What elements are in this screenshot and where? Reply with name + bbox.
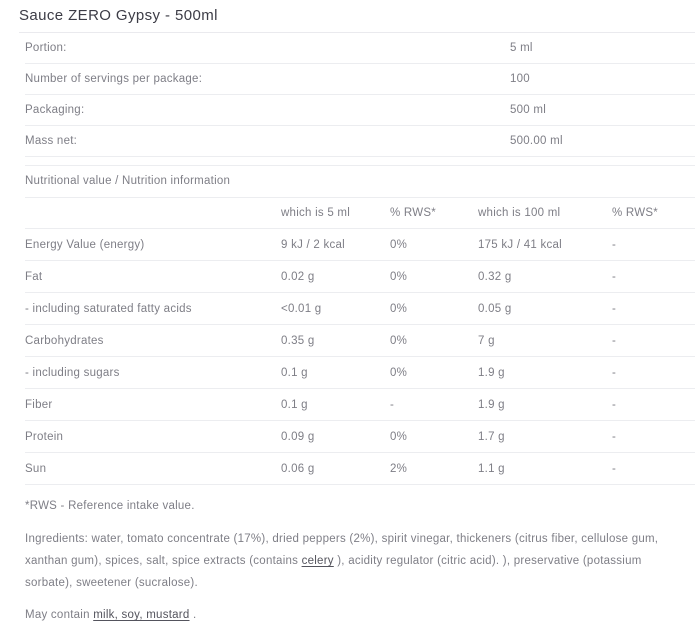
- nutrition-cell: 1.9 g: [478, 398, 505, 411]
- nutrition-row-saturated-fat: [25, 293, 695, 325]
- may-contain-text: [25, 609, 695, 621]
- nutrition-cell: 0.09 g: [281, 430, 315, 443]
- nutrition-cell-label: Sun: [25, 462, 47, 475]
- nutrition-cell: -: [612, 430, 617, 443]
- nutrition-cell: 0%: [390, 302, 408, 315]
- may-contain-allergens: milk, soy, mustard: [93, 609, 190, 621]
- nutrition-cell: 0.02 g: [281, 270, 315, 283]
- info-row-packaging: [25, 95, 695, 126]
- nutrition-cell: 0%: [390, 430, 408, 443]
- nutrition-cell-label: - including saturated fatty acids: [25, 302, 192, 315]
- nutrition-header-cell: which is 100 ml: [478, 207, 561, 219]
- nutrition-cell: 0%: [390, 334, 408, 347]
- nutrition-cell: 0.06 g: [281, 462, 315, 475]
- info-value: 500.00 ml: [510, 135, 563, 147]
- nutrition-row-sugars: [25, 357, 695, 389]
- nutrition-cell: 1.9 g: [478, 366, 505, 379]
- page-title: Sauce ZERO Gypsy - 500ml: [19, 0, 695, 33]
- nutrition-cell: 0.1 g: [281, 366, 308, 379]
- nutrition-row-carbohydrates: [25, 325, 695, 357]
- info-label: Number of servings per package:: [25, 73, 203, 85]
- nutrition-cell: -: [612, 270, 617, 283]
- info-label: Mass net:: [25, 135, 78, 147]
- nutrition-cell: -: [612, 366, 617, 379]
- may-contain-suffix: .: [189, 609, 197, 621]
- nutrition-row-protein: [25, 421, 695, 453]
- nutrition-cell: 9 kJ / 2 kcal: [281, 238, 345, 251]
- nutrition-row-salt: [25, 453, 695, 485]
- nutrition-cell: 7 g: [478, 334, 495, 347]
- info-row-servings: [25, 64, 695, 95]
- info-value: 500 ml: [510, 104, 547, 116]
- nutrition-cell: 0.05 g: [478, 302, 512, 315]
- may-contain-prefix: May contain: [25, 609, 94, 621]
- nutrition-header-cell: which is 5 ml: [281, 207, 351, 219]
- nutrition-cell: -: [390, 398, 395, 411]
- ingredients-before: Ingredients: water, tomato concentrate (17%), dried peppers (2%), spirit vinegar, thickeners (citrus fiber, cellulose gum, xanthan gum), spices, salt, spice extracts (contains: [25, 533, 659, 567]
- info-row-mass-net: [25, 126, 695, 157]
- celery-allergen: celery: [301, 555, 334, 567]
- nutrition-cell-label: Fat: [25, 270, 43, 283]
- nutrition-cell: 1.7 g: [478, 430, 505, 443]
- nutrition-cell-label: Energy Value (energy): [25, 238, 145, 251]
- nutrition-cell-label: Fiber: [25, 398, 53, 411]
- nutrition-cell-label: Protein: [25, 430, 64, 443]
- nutrition-cell: -: [612, 302, 617, 315]
- nutrition-cell-label: - including sugars: [25, 366, 120, 379]
- nutrition-cell: -: [612, 398, 617, 411]
- rws-footnote: *RWS - Reference intake value.: [25, 500, 195, 512]
- info-label: Portion:: [25, 42, 67, 54]
- ingredients-text: [25, 528, 685, 594]
- nutrition-row-fat: [25, 261, 695, 293]
- nutrition-cell: 0%: [390, 366, 408, 379]
- nutrition-cell-label: Carbohydrates: [25, 334, 104, 347]
- nutrition-section-title: Nutritional value / Nutrition information: [25, 165, 695, 198]
- nutrition-cell: -: [612, 334, 617, 347]
- nutrition-cell: <0.01 g: [281, 302, 322, 315]
- info-row-portion: [25, 33, 695, 64]
- nutrition-header-cell: % RWS*: [612, 207, 659, 219]
- nutrition-cell: 0%: [390, 270, 408, 283]
- nutrition-header-row: [25, 198, 695, 229]
- nutrition-cell: 0.32 g: [478, 270, 512, 283]
- info-value: 100: [510, 73, 530, 85]
- nutrition-cell: 1.1 g: [478, 462, 505, 475]
- nutrition-cell: -: [612, 462, 617, 475]
- info-value: 5 ml: [510, 42, 533, 54]
- nutrition-cell: 0.35 g: [281, 334, 315, 347]
- ingredients-after: ), acidity regulator (citric acid). ), preservative (potassium sorbate), sweetener (sucralose).: [25, 555, 642, 589]
- nutrition-cell: 2%: [390, 462, 408, 475]
- nutrition-cell: -: [612, 238, 617, 251]
- nutrition-row-energy: [25, 229, 695, 261]
- nutrition-row-fiber: [25, 389, 695, 421]
- nutrition-cell: 0.1 g: [281, 398, 308, 411]
- nutrition-cell: 0%: [390, 238, 408, 251]
- nutrition-header-cell: % RWS*: [390, 207, 437, 219]
- info-label: Packaging:: [25, 104, 85, 116]
- nutrition-cell: 175 kJ / 41 kcal: [478, 238, 562, 251]
